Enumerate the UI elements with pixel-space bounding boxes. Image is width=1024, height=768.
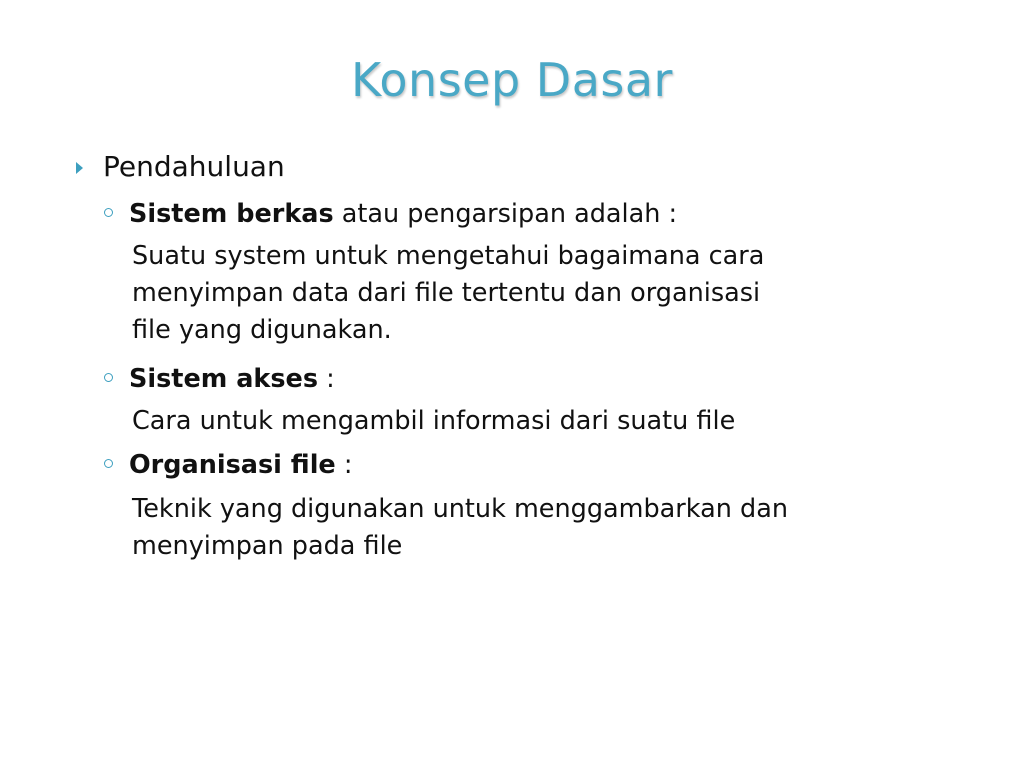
subbullet-description [132,238,972,349]
subbullet-suffix: : [335,450,353,480]
slide-title: Konsep Dasar [351,53,673,107]
description-line: Teknik yang digunakan untuk menggambarkan dan [132,494,788,524]
bullet-level1 [76,148,285,186]
bullet-level1-text: Pendahuluan [103,150,285,183]
subbullet-term: Sistem akses [129,364,319,394]
description-line: Cara untuk mengambil informasi dari suatu file [132,406,736,436]
subbullet-item [104,361,335,397]
description-line: menyimpan pada file [132,531,403,561]
subbullet-description [132,491,972,565]
description-line: file yang digunakan. [132,315,392,345]
ring-bullet-icon [104,373,113,382]
triangle-bullet-icon [76,162,83,174]
subbullet-term: Sistem berkas [129,199,334,229]
ring-bullet-icon [104,208,113,217]
ring-bullet-icon [104,459,113,468]
subbullet-suffix: atau pengarsipan adalah : [333,199,678,229]
description-line: menyimpan data dari file tertentu dan organisasi [132,278,761,308]
subbullet-description [132,403,972,440]
subbullet-suffix: : [318,364,335,394]
subbullet-term: Organisasi file [129,450,336,480]
description-line: Suatu system untuk mengetahui bagaimana cara [132,241,765,271]
subbullet-item [104,196,677,232]
subbullet-item [104,447,352,483]
